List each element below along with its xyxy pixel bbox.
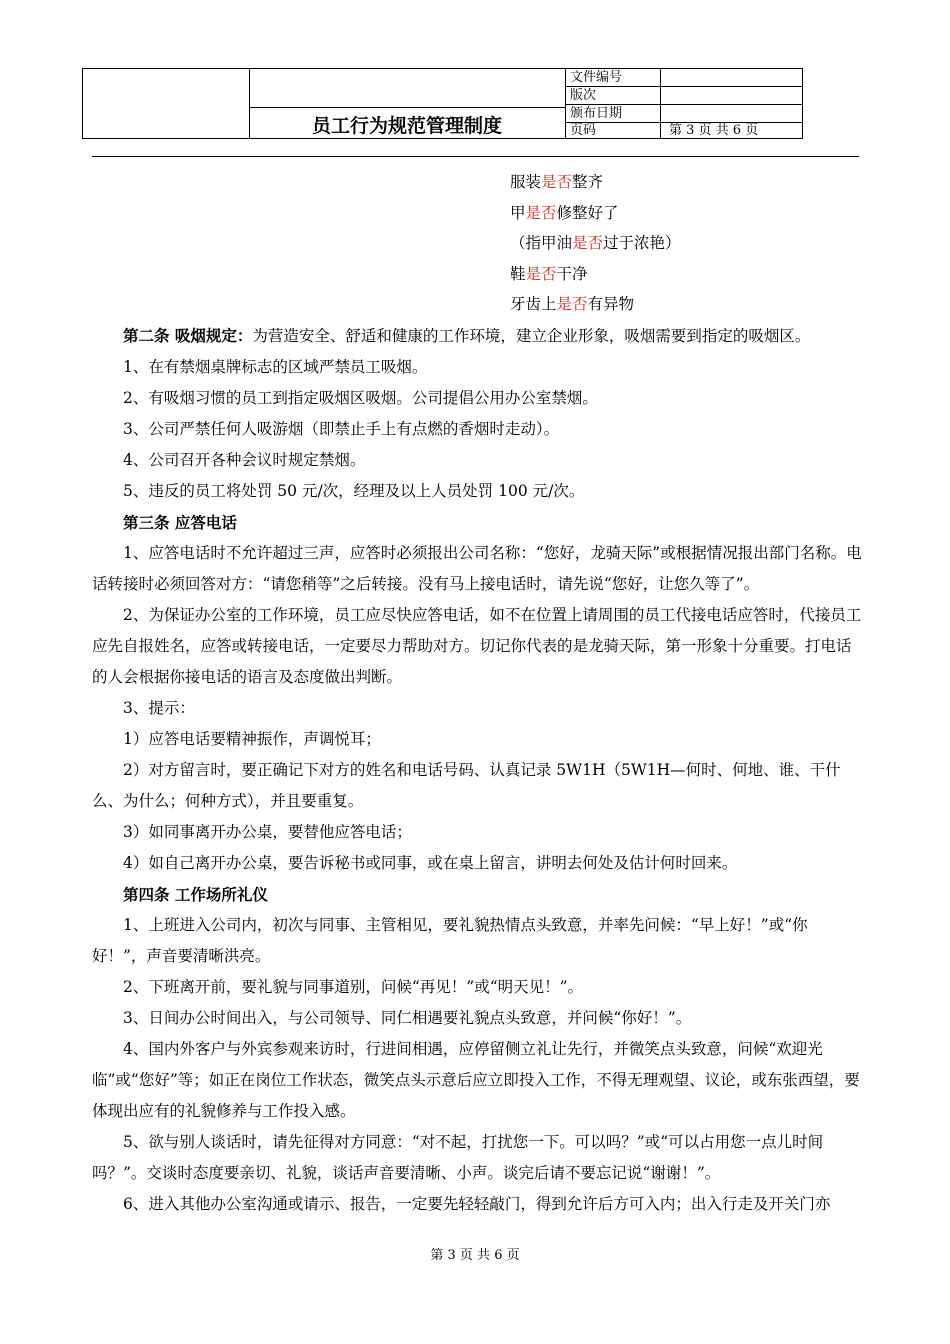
meta-row-version bbox=[565, 87, 802, 105]
paragraph: 3）如同事离开办公桌，要替他应答电话； bbox=[123, 822, 412, 841]
checklist-item: （指甲油是否过于浓艳） bbox=[510, 234, 681, 252]
page-footer: 第 3 页 共 6 页 bbox=[430, 1248, 520, 1263]
article-intro: 为营造安全、舒适和健康的工作环境，建立企业形象，吸烟需要到指定的吸烟区。 bbox=[252, 326, 811, 345]
document-body bbox=[92, 167, 862, 1220]
paragraph: 5、违反的员工将处罚 50 元/次，经理及以上人员处罚 100 元/次。 bbox=[123, 481, 585, 500]
logo-cell bbox=[83, 69, 250, 138]
meta-row-file-number bbox=[565, 69, 802, 87]
paragraph: 3、公司严禁任何人吸游烟（即禁止手上有点燃的香烟时走动）。 bbox=[123, 419, 560, 438]
paragraph: 4）如自己离开办公桌，要告诉秘书或同事，或在桌上留言，讲明去何处及估计何时回来。 bbox=[123, 853, 738, 872]
title-divider bbox=[249, 107, 565, 108]
document-meta bbox=[565, 69, 802, 138]
paragraph: 3、日间办公时间出入，与公司领导、同仁相遇要礼貌点头致意，并问候“你好！”。 bbox=[123, 1008, 692, 1027]
meta-label: 版次 bbox=[570, 88, 597, 103]
paragraph: 2、有吸烟习惯的员工到指定吸烟区吸烟。公司提倡公用办公室禁烟。 bbox=[123, 388, 598, 407]
article-4-heading: 第四条 工作场所礼仪 bbox=[123, 884, 268, 904]
appearance-checklist bbox=[92, 167, 862, 320]
checklist-item: 甲是否修整好了 bbox=[510, 203, 619, 222]
paragraph: 3、提示： bbox=[123, 698, 195, 717]
paragraph: 5、欲与别人谈话时，请先征得对方同意：“对不起，打扰您一下。可以吗？”或“可以占用您一点儿时间吗？”。交谈时态度要亲切、礼貌，谈话声音要清晰、小声。谈完后请不要忘记说“谢谢！”。 bbox=[92, 1132, 824, 1182]
paragraph: 1）应答电话要精神振作，声调悦耳； bbox=[123, 729, 381, 748]
article-3-heading: 第三条 应答电话 bbox=[123, 512, 237, 532]
article-heading: 第二条 吸烟规定： bbox=[123, 325, 253, 345]
meta-label: 文件编号 bbox=[570, 70, 623, 85]
paragraph: 2）对方留言时，要正确记下对方的姓名和电话号码、认真记录 5W1H（5W1H—何时、何地、谁、干什么、为什么；何种方式），并且要重复。 bbox=[92, 760, 841, 810]
checklist-item: 服装是否整齐 bbox=[510, 173, 604, 191]
meta-label: 颁布日期 bbox=[570, 106, 623, 121]
meta-row-page bbox=[565, 122, 802, 139]
meta-row-issue-date bbox=[565, 105, 802, 123]
title-cell bbox=[249, 69, 566, 138]
paragraph: 1、应答电话时不允许超过三声，应答时必须报出公司名称：“您好，龙骑天际”或根据情况报出部门名称。电话转接时必须回答对方：“请您稍等”之后转接。没有马上接电话时，请先说“您好，让您久等了”。 bbox=[92, 543, 862, 593]
paragraph: 4、公司召开各种会议时规定禁烟。 bbox=[123, 450, 366, 469]
checklist-item: 牙齿上是否有异物 bbox=[510, 295, 635, 313]
paragraph: 1、上班进入公司内，初次与同事、主管相见，要礼貌热情点头致意，并率先问候：“早上好！”或“你好！”，声音要清晰洪亮。 bbox=[92, 915, 808, 965]
paragraph: 6、进入其他办公室沟通或请示、报告，一定要先轻轻敲门，得到允许后方可入内；出入行走及开关门亦 bbox=[123, 1194, 831, 1213]
paragraph: 2、为保证办公室的工作环境，员工应尽快应答电话，如不在位置上请周围的员工代接电话应答时，代接员工应先自报姓名，应答或转接电话，一定要尽力帮助对方。切记你代表的是龙骑天际，第一形象十分重要。打电话的人会根据你接电话的语言及态度做出判断。 bbox=[92, 605, 862, 686]
paragraph: 4、国内外客户与外宾参观来访时，行进间相遇，应停留侧立礼让先行，并微笑点头致意，问候“欢迎光临”或“您好”等；如正在岗位工作状态，微笑点头示意后应立即投入工作，不得无理观望、议论，或东张西望，要体现出应有的礼貌修养与工作投入感。 bbox=[92, 1039, 860, 1120]
paragraph: 1、在有禁烟桌牌标志的区域严禁员工吸烟。 bbox=[123, 357, 428, 376]
paragraph: 2、下班离开前，要礼貌与同事道别，问候“再见！”或“明天见！”。 bbox=[123, 977, 584, 996]
meta-value: 第 3 页 共 6 页 bbox=[669, 123, 759, 138]
meta-label: 页码 bbox=[570, 123, 597, 138]
header-rule bbox=[92, 156, 859, 157]
checklist-item: 鞋是否干净 bbox=[510, 264, 588, 283]
document-header-table bbox=[82, 68, 803, 139]
document-title: 员工行为规范管理制度 bbox=[311, 115, 502, 137]
article-2-heading bbox=[92, 320, 862, 352]
